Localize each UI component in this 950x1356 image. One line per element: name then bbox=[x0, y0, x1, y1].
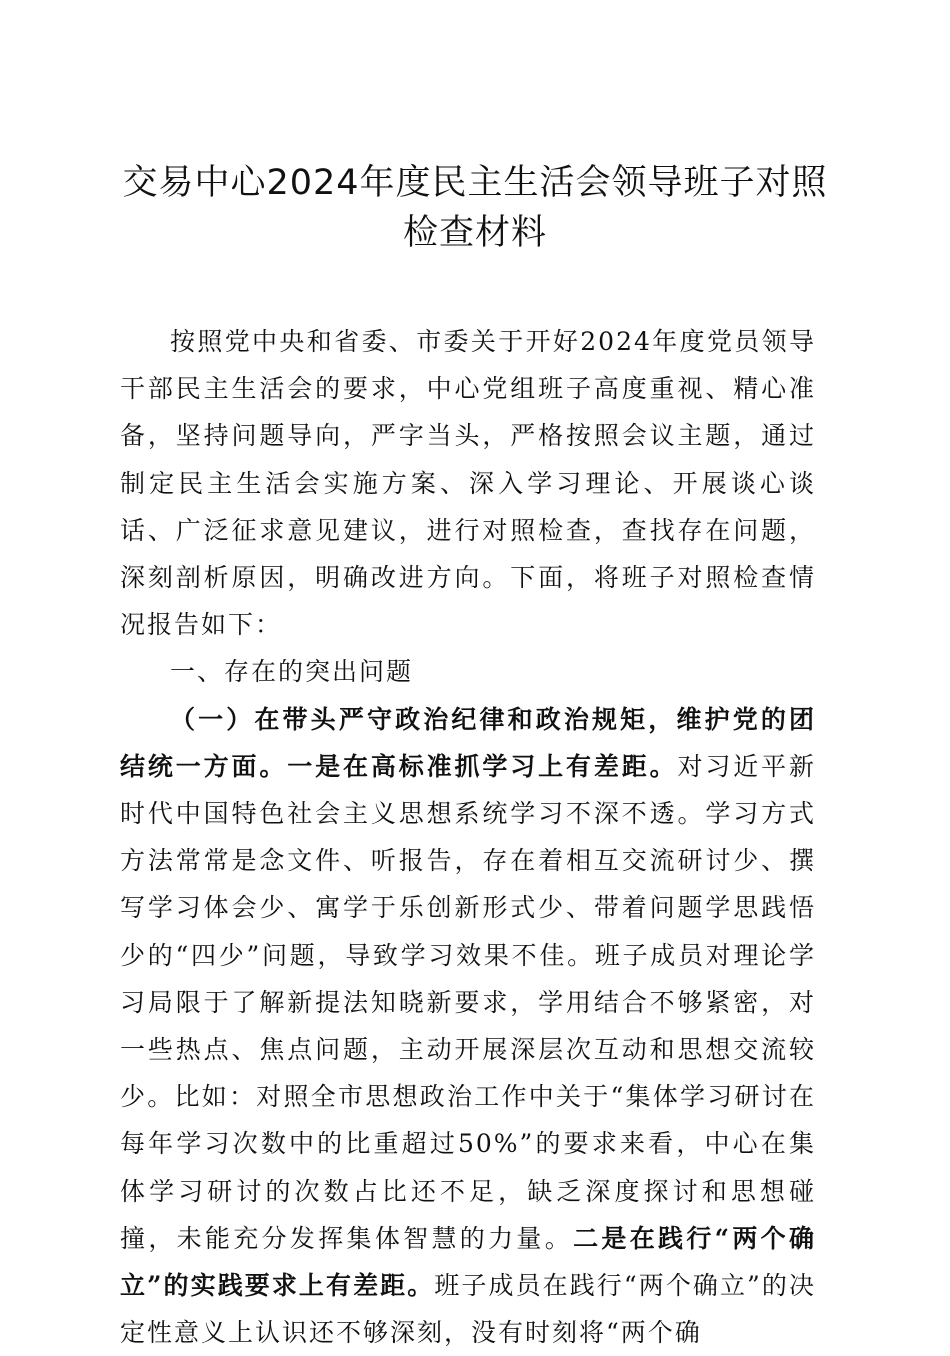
point-text-1: 对习近平新时代中国特色社会主义思想系统学习不深不透。学习方式方法常常是念文件、听报告，存在着相互交流研讨少、撰写学习体会少、寓学于乐创新形式少、带着问题学思践悟少的“四少”问题，导致学习效果不佳。班子成员对理论学习局限于了解新提法知晓新要求，学用结合不够紧密，对一些热点、焦点问题，主动开展深层次互动和思想交流较少。比如：对照全市思想政治工作中关于“集体学习研讨在每年学习次数中的比重超过50%”的要求来看，中心在集体学习研讨的次数占比还不足，缺乏深度探讨和思想碰撞，未能充分发挥集体智慧的力量。 bbox=[120, 751, 816, 1253]
point-text-2: 班子成员在践行“两个确立”的决定性意义上认识还不够深刻，没有时刻将“两个确 bbox=[120, 1271, 816, 1348]
problem-paragraph-1 bbox=[120, 696, 816, 1356]
point-heading-2: 二是在践行“两个确立”的实践要求上有差距。 bbox=[120, 1223, 816, 1301]
title-line-2: 检查材料 bbox=[402, 213, 547, 253]
section-heading-1: 一、存在的突出问题 bbox=[170, 657, 414, 687]
intro-paragraph: 按照党中央和省委、市委关于开好2024年度党员领导干部民主生活会的要求，中心党组班子高度重视、精心准备，坚持问题导向，严字当头，严格按照会议主题，通过制定民主生活会实施方案、深入学习理论、开展谈心谈话、广泛征求意见建议，进行对照检查，查找存在问题，深刻剖析原因，明确改进方向。下面，将班子对照检查情况报告如下： bbox=[120, 327, 816, 640]
point-heading-1: 一是在高标准抓学习上有差距。 bbox=[287, 751, 678, 781]
subsection-heading-1: （一）在带头严守政治纪律和政治规矩，维护党的团结统一方面。 bbox=[120, 704, 816, 781]
title-line-1: 交易中心2024年度民主生活会领导班子对照 bbox=[122, 163, 828, 203]
document-title bbox=[110, 158, 840, 258]
document-body bbox=[120, 318, 816, 1356]
